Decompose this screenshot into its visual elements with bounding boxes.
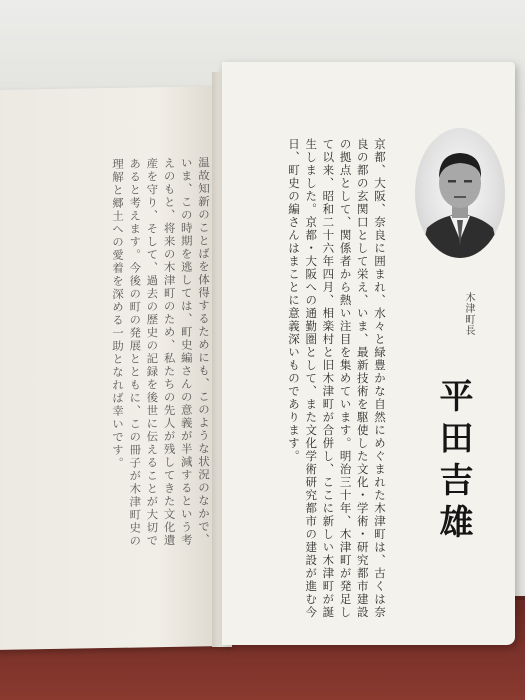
left-page-text: 温故知新のことばを体得するためにも、このような状況のなかで、いま、この時期を逃しては、町史編さんの意義が半減するという考えのもと、将来の木津町のため、私たちの先人が残してきた文化遺産を守り、そして、過去の歴史の記録を後世に伝えることが大切であると考えます。今後の町の発展とともに、この冊子が木津町史の理解と郷土への愛着を深める一助となれば幸いです。 — [110, 156, 211, 548]
signature-title: 木津町長 — [463, 292, 474, 336]
right-page-text: 京都、大阪、奈良に囲まれ、水々と緑豊かな自然にめぐまれた木津町は、古くは奈良の都の玄関口として栄え、いま、最新技術を駆使した文化・学術・研究都市建設の拠点として、関係者から熱い注目を集めています。明治三十年、木津町が発足して以来、昭和二十六年四月、相楽村と旧木津町が合併し、ここに新しい木津町が誕生しました。京都・大阪への通勤圏として、また文化学術研究都市の建設が進む今日、町史の編さんはまことに意義深いものであります。 — [286, 138, 387, 619]
portrait-photo-icon — [415, 128, 505, 258]
signature-name: 平田吉雄 — [433, 378, 473, 546]
mayor-portrait — [415, 128, 505, 258]
